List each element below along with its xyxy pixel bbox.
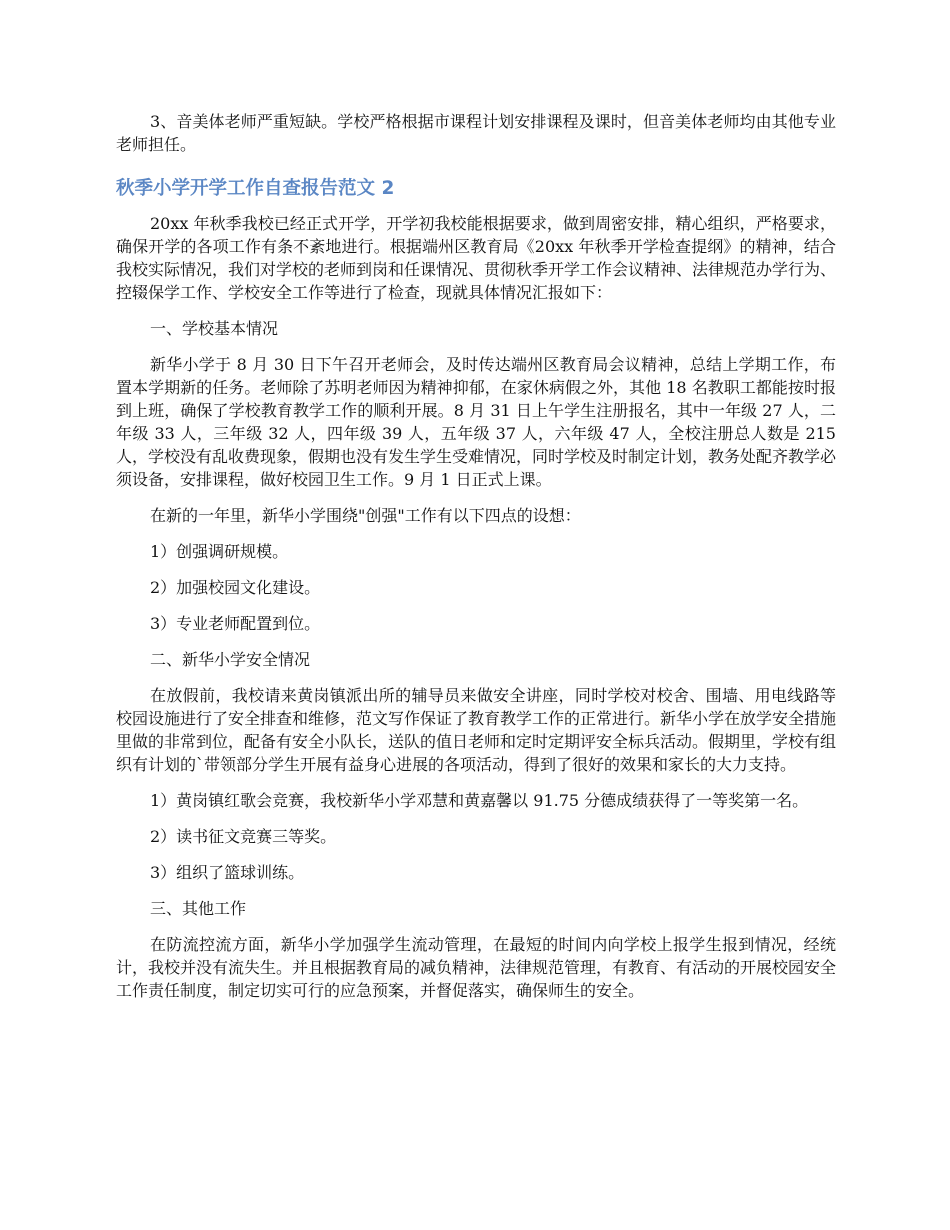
list-item-award-3: 3）组织了篮球训练。	[150, 863, 305, 882]
document-page	[116, 110, 836, 1015]
paragraph-overview: 20xx 年秋季我校已经正式开学，开学初我校能根据要求，做到周密安排，精心组织，严格要求，确保开学的各项工作有条不紊地进行。根据端州区教育局《20xx 年秋季开学检查提纲》的精神，结合我校实际情况，我们对学校的老师到岗和任课情况、贯彻秋季开学工作会议精神、法律规范办学行为、控辍保学工作、学校安全工作等进行了检查，现就具体情况汇报如下：	[116, 214, 837, 302]
subheading-safety: 二、新华小学安全情况	[150, 650, 311, 669]
list-item-plan-3: 3）专业老师配置到位。	[150, 614, 321, 633]
subheading-other-work: 三、其他工作	[150, 899, 247, 918]
paragraph-basic-info: 新华小学于 8 月 30 日下午召开老师会，及时传达端州区教育局会议精神，总结上学期工作，布置本学期新的任务。老师除了苏明老师因为精神抑郁，在家休病假之外，其他 18 名教职工都能按时报到上班，确保了学校教育教学工作的顺利开展。8 月 31 日上午学生注册报名，其中一年级 27 人，二年级 33 人，三年级 32 人，四年级 39 人，五年级 37 人，六年级 47 人，全校注册总人数是 215 人，学校没有乱收费现象，假期也没有发生学生受难情况，同时学校及时制定计划，教务处配齐教学必须设备，安排课程，做好校园卫生工作。9 月 1 日正式上课。	[116, 355, 837, 489]
list-item-award-1: 1）黄岗镇红歌会竞赛，我校新华小学邓慧和黄嘉馨以 91.75 分德成绩获得了一等奖第一名。	[150, 791, 809, 810]
subheading-basic-info: 一、学校基本情况	[150, 319, 279, 338]
list-item-plan-2: 2）加强校园文化建设。	[150, 578, 321, 597]
paragraph-other-work: 在防流控流方面，新华小学加强学生流动管理，在最短的时间内向学校上报学生报到情况，经统计，我校并没有流失生。并且根据教育局的减负精神，法律规范管理，有教育、有活动的开展校园安全工作责任制度，制定切实可行的应急预案，并督促落实，确保师生的安全。	[116, 935, 837, 1000]
list-item-plan-1: 1）创强调研规模。	[150, 542, 289, 561]
paragraph-plans-intro: 在新的一年里，新华小学围绕"创强"工作有以下四点的设想：	[150, 506, 581, 525]
paragraph-safety: 在放假前，我校请来黄岗镇派出所的辅导员来做安全讲座，同时学校对校舍、围墙、用电线路等校园设施进行了安全排查和维修，范文写作保证了教育教学工作的正常进行。新华小学在放学安全措施里做的非常到位，配备有安全小队长，送队的值日老师和定时定期评安全标兵活动。假期里，学校有组织有计划的`带领部分学生开展有益身心进展的各项活动，得到了很好的效果和家长的大力支持。	[116, 686, 837, 774]
intro-paragraph: 3、音美体老师严重短缺。学校严格根据市课程计划安排课程及课时，但音美体老师均由其他专业老师担任。	[116, 112, 836, 154]
list-item-award-2: 2）读书征文竞赛三等奖。	[150, 827, 337, 846]
section-heading: 秋季小学开学工作自查报告范文 2	[116, 178, 395, 199]
